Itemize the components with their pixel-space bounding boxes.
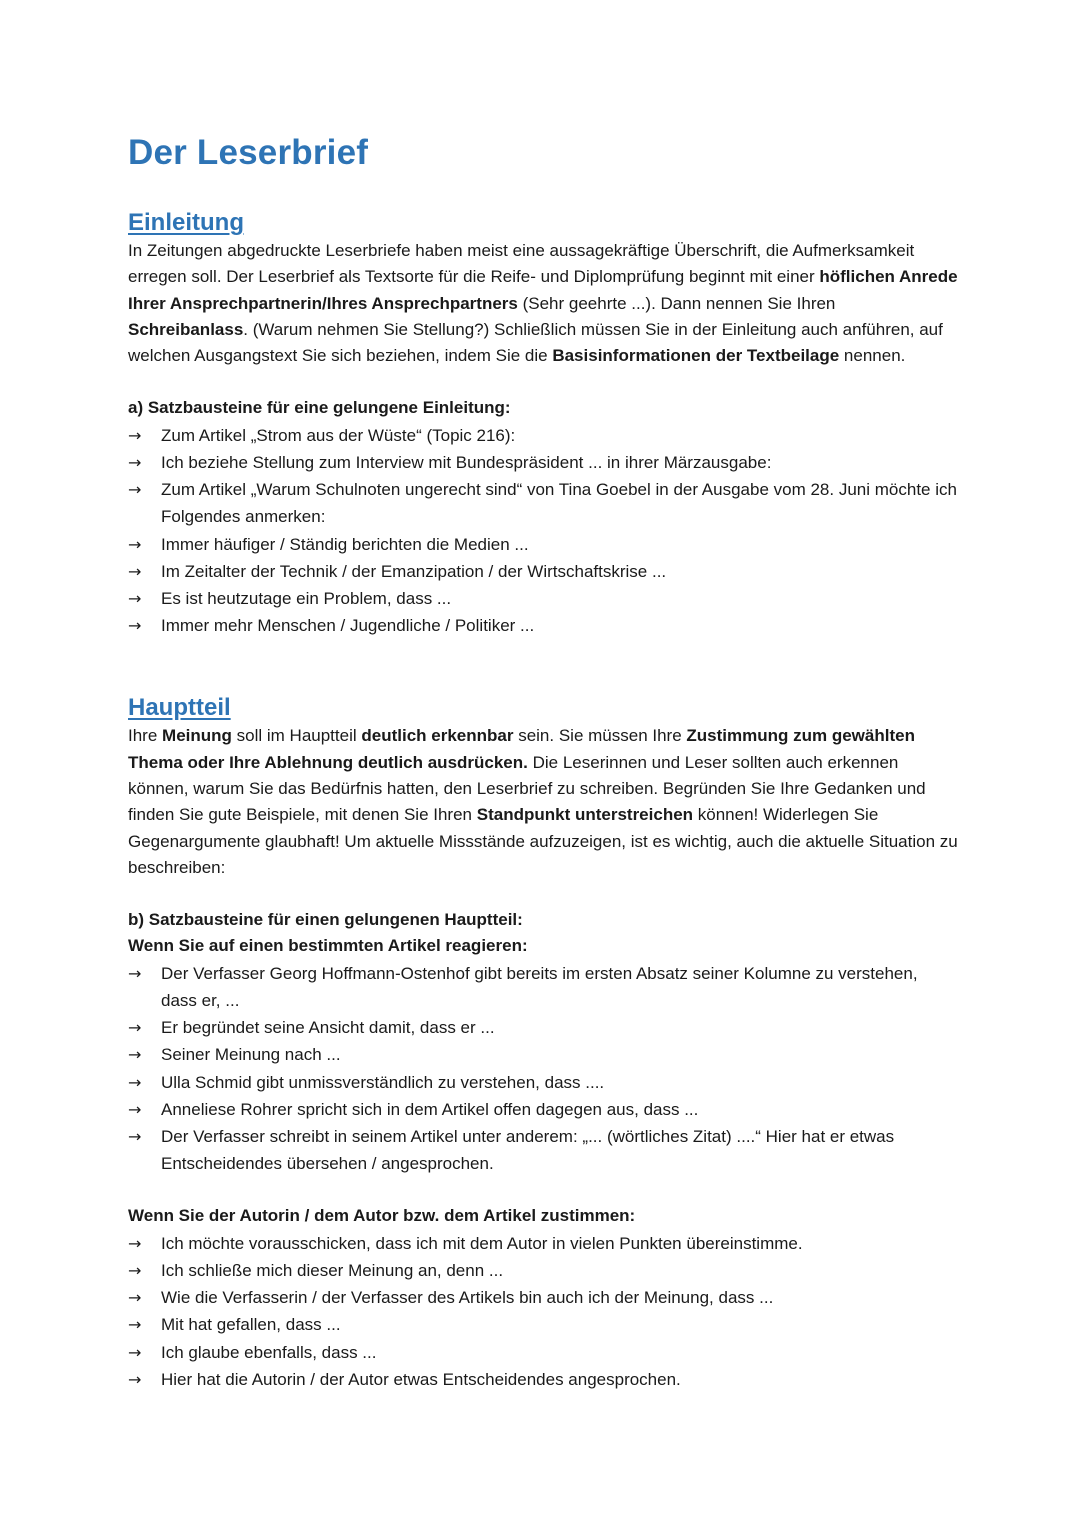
- hauptteil-satzbausteine-heading: b) Satzbausteine für einen gelungenen Hauptteil:: [128, 910, 523, 930]
- arrow-icon: →: [128, 1127, 142, 1146]
- einleitung-paragraph: In Zeitungen abgedruckte Leserbriefe haben meist eine aussagekräftige Überschrift, die Aufmerksamkeit erregen soll. Der Leserbrief als Textsorte für die Reife- und Diplomprüfung beginnt mit einer höflichen Anrede Ihrer Ansprechpartnerin/Ihres Ansprechpartners (Sehr geehrte ...). Dann nennen Sie Ihren Schreibanlass. (Warum nehmen Sie Stellung?) Schließlich müssen Sie in der Einleitung auch anführen, auf welchen Ausgangstext Sie sich beziehen, indem Sie die Basisinformationen der Textbeilage nennen.: [128, 241, 958, 366]
- arrow-icon: →: [128, 534, 142, 554]
- list-item: → Im Zeitalter der Technik / der Emanzipation / der Wirtschaftskrise ...: [128, 558, 958, 585]
- document-page: [128, 130, 958, 1393]
- arrow-icon: →: [128, 1099, 142, 1119]
- arrow-icon: →: [128, 425, 142, 445]
- list-item: → Ich beziehe Stellung zum Interview mit Bundespräsident ... in ihrer Märzausgabe:: [128, 449, 958, 476]
- arrow-icon: →: [128, 1072, 142, 1092]
- reagieren-heading: Wenn Sie auf einen bestimmten Artikel reagieren:: [128, 936, 528, 956]
- page-title: Der Leserbrief: [128, 133, 369, 172]
- arrow-icon: →: [128, 1233, 142, 1253]
- arrow-icon: →: [128, 1342, 142, 1362]
- reagieren-list: [128, 960, 958, 1178]
- list-item: → Der Verfasser Georg Hoffmann-Ostenhof gibt bereits im ersten Absatz seiner Kolumne zu verstehen, dass er, ...: [128, 960, 958, 1014]
- list-item: → Der Verfasser schreibt in seinem Artikel unter anderem: „... (wörtliches Zitat) ....“ Hier hat er etwas Entscheidendes übersehen / angesprochen.: [128, 1123, 958, 1177]
- list-item: → Zum Artikel „Strom aus der Wüste“ (Topic 216):: [128, 422, 958, 449]
- arrow-icon: →: [128, 1045, 142, 1065]
- list-item: → Ulla Schmid gibt unmissverständlich zu verstehen, dass ....: [128, 1069, 958, 1096]
- arrow-icon: →: [128, 1369, 142, 1389]
- arrow-icon: →: [128, 963, 142, 983]
- list-item: → Zum Artikel „Warum Schulnoten ungerecht sind“ von Tina Goebel in der Ausgabe vom 28. Juni möchte ich Folgendes anmerken:: [128, 476, 958, 530]
- list-item: → Seiner Meinung nach ...: [128, 1041, 958, 1068]
- section-heading-einleitung: Einleitung: [128, 209, 244, 236]
- arrow-icon: →: [128, 452, 142, 472]
- einleitung-list: [128, 422, 958, 640]
- zustimmen-list: [128, 1230, 958, 1393]
- section-heading-hauptteil: Hauptteil: [128, 694, 231, 722]
- arrow-icon: →: [128, 1018, 142, 1038]
- hauptteil-paragraph: Ihre Meinung soll im Hauptteil deutlich erkennbar sein. Sie müssen Ihre Zustimmung zum gewählten Thema oder Ihre Ablehnung deutlich ausdrücken. Die Leserinnen und Leser sollten auch erkennen können, warum Sie das Bedürfnis hatten, den Leserbrief zu schreiben. Begründen Sie Ihre Gedanken und finden Sie gute Beispiele, mit denen Sie Ihren Standpunkt unterstreichen können! Widerlegen Sie Gegenargumente glaubhaft! Um aktuelle Missstände aufzuzeigen, ist es wichtig, auch die aktuelle Situation zu beschreiben:: [128, 726, 958, 877]
- list-item: → Ich glaube ebenfalls, dass ...: [128, 1339, 958, 1366]
- list-item: → Es ist heutzutage ein Problem, dass ...: [128, 585, 958, 612]
- list-item: → Mit hat gefallen, dass ...: [128, 1311, 958, 1338]
- list-item: → Ich möchte vorausschicken, dass ich mit dem Autor in vielen Punkten übereinstimme.: [128, 1230, 958, 1257]
- list-item: → Anneliese Rohrer spricht sich in dem Artikel offen dagegen aus, dass ...: [128, 1096, 958, 1123]
- list-item: → Er begründet seine Ansicht damit, dass er ...: [128, 1014, 958, 1041]
- arrow-icon: →: [128, 1260, 142, 1280]
- list-item: → Ich schließe mich dieser Meinung an, denn ...: [128, 1257, 958, 1284]
- list-item: → Wie die Verfasserin / der Verfasser des Artikels bin auch ich der Meinung, dass ...: [128, 1284, 958, 1311]
- list-item: → Hier hat die Autorin / der Autor etwas Entscheidendes angesprochen.: [128, 1366, 958, 1393]
- arrow-icon: →: [128, 1288, 142, 1308]
- arrow-icon: →: [128, 1315, 142, 1335]
- arrow-icon: →: [128, 561, 142, 581]
- zustimmen-heading: Wenn Sie der Autorin / dem Autor bzw. dem Artikel zustimmen:: [128, 1206, 636, 1226]
- list-item: → Immer mehr Menschen / Jugendliche / Politiker ...: [128, 612, 958, 639]
- arrow-icon: →: [128, 480, 142, 500]
- einleitung-satzbausteine-heading: a) Satzbausteine für eine gelungene Einleitung:: [128, 398, 511, 418]
- arrow-icon: →: [128, 616, 142, 636]
- arrow-icon: →: [128, 589, 142, 608]
- list-item: → Immer häufiger / Ständig berichten die Medien ...: [128, 531, 958, 558]
